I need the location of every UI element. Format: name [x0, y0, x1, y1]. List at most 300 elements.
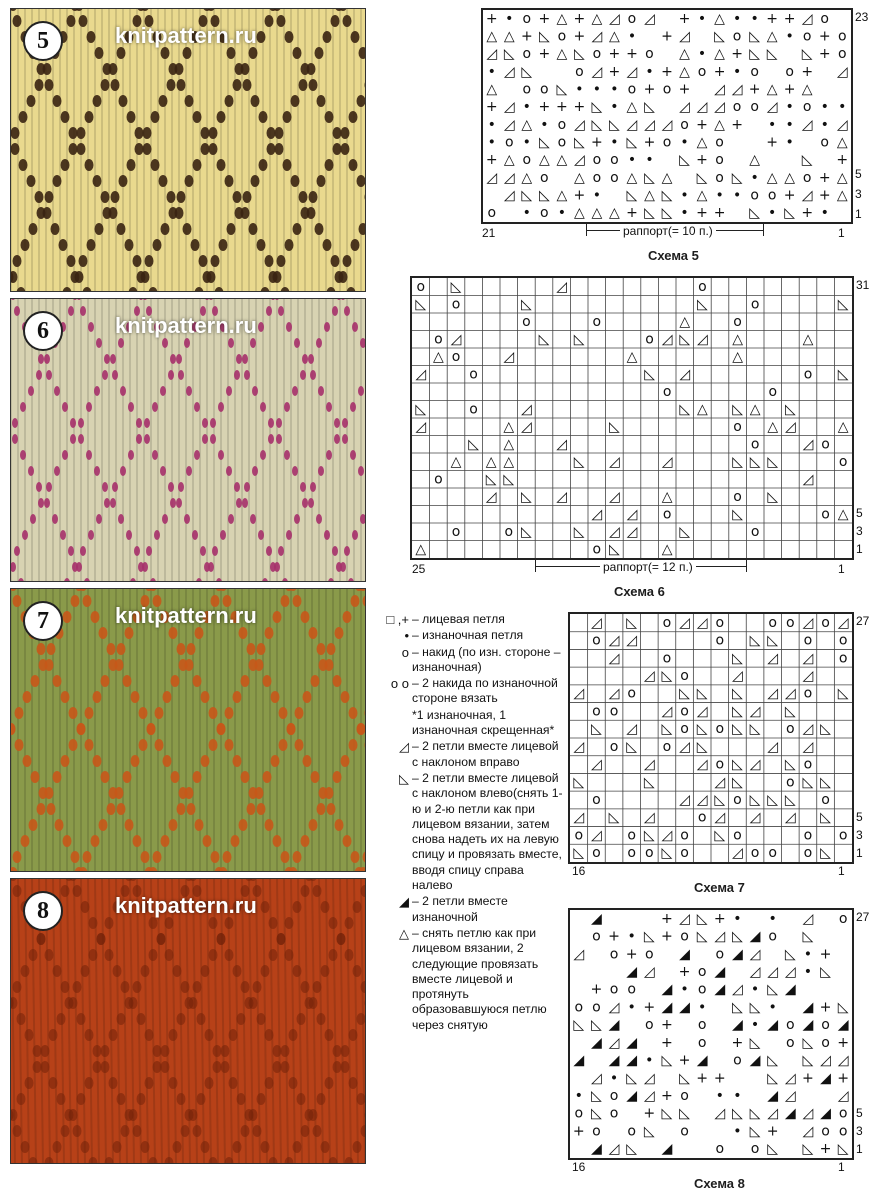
svg-text:◺: ◺	[644, 366, 655, 383]
svg-text:o: o	[645, 845, 654, 862]
svg-text:•: •	[609, 1070, 619, 1087]
svg-text:•: •	[750, 10, 759, 27]
svg-text:◢: ◢	[626, 1052, 638, 1069]
svg-text:o: o	[662, 506, 672, 523]
svg-text:•: •	[645, 63, 654, 80]
svg-text:o: o	[837, 46, 847, 63]
svg-text:◺: ◺	[626, 1141, 638, 1158]
svg-text:•: •	[627, 152, 637, 169]
svg-text:+: +	[731, 1034, 744, 1051]
svg-text:◿: ◿	[801, 116, 813, 133]
svg-text:+: +	[661, 63, 673, 80]
svg-text:+: +	[731, 46, 743, 63]
svg-text:•: •	[575, 81, 584, 98]
svg-text:◺: ◺	[732, 453, 743, 470]
svg-text:+: +	[818, 46, 831, 63]
svg-text:◿: ◿	[591, 756, 602, 773]
svg-text:•: •	[732, 10, 742, 27]
svg-text:◺: ◺	[573, 845, 585, 862]
knitting-chart-5	[481, 8, 853, 224]
svg-text:◿: ◿	[573, 116, 585, 133]
legend-item	[375, 612, 565, 627]
svg-text:◺: ◺	[643, 1123, 655, 1140]
svg-text:◢: ◢	[784, 981, 796, 998]
svg-text:◢: ◢	[820, 1070, 831, 1087]
svg-text:◺: ◺	[820, 964, 831, 980]
photo-watermark: knitpattern.ru	[115, 893, 257, 918]
svg-text:o: o	[557, 116, 567, 133]
svg-text:o: o	[592, 1123, 601, 1140]
row-label: 23	[855, 10, 869, 24]
svg-text:◺: ◺	[731, 169, 743, 186]
svg-text:+: +	[538, 46, 551, 63]
svg-text:•: •	[697, 46, 707, 63]
svg-text:o: o	[838, 1123, 848, 1140]
stitch-label-left: 16	[572, 864, 586, 878]
svg-text:◿: ◿	[802, 668, 814, 684]
svg-text:◺: ◺	[591, 1088, 602, 1104]
svg-text:△: △	[766, 81, 778, 98]
svg-text:o: o	[627, 685, 636, 702]
svg-text:◢: ◢	[573, 1052, 585, 1069]
svg-text:◿: ◿	[714, 1105, 726, 1122]
svg-text:△: △	[679, 313, 691, 330]
svg-text:+: +	[608, 928, 620, 945]
svg-text:◺: ◺	[784, 703, 796, 720]
svg-text:◿: ◿	[626, 506, 638, 523]
svg-text:◿: ◿	[749, 756, 761, 773]
legend-symbol-icon	[375, 708, 412, 739]
svg-text:o: o	[750, 1141, 760, 1158]
svg-text:◿: ◿	[836, 116, 848, 133]
svg-text:o: o	[750, 296, 760, 313]
svg-text:◺: ◺	[591, 721, 602, 738]
row-label: 3	[855, 187, 862, 201]
svg-text:o: o	[802, 99, 812, 116]
svg-text:◿: ◿	[679, 366, 691, 383]
svg-text:△: △	[732, 348, 743, 365]
svg-text:o: o	[575, 63, 584, 80]
svg-text:◿: ◿	[573, 685, 585, 702]
svg-text:△: △	[556, 10, 568, 27]
svg-text:◿: ◿	[591, 1070, 602, 1087]
svg-text:◿: ◿	[784, 685, 796, 702]
svg-text:◺: ◺	[644, 205, 655, 222]
svg-text:o: o	[680, 721, 689, 738]
svg-text:+: +	[572, 1123, 585, 1140]
svg-text:△: △	[766, 169, 778, 186]
row-label: 27	[856, 910, 870, 924]
svg-text:△: △	[485, 453, 497, 470]
svg-text:o: o	[557, 28, 567, 45]
svg-text:+: +	[661, 28, 673, 45]
svg-text:◺: ◺	[609, 541, 620, 558]
svg-text:◢: ◢	[591, 1141, 602, 1158]
svg-text:△: △	[837, 506, 849, 523]
svg-text:+: +	[626, 205, 638, 222]
svg-text:o: o	[434, 471, 443, 488]
svg-text:+: +	[643, 134, 656, 151]
svg-text:◺: ◺	[749, 28, 761, 45]
svg-text:△: △	[503, 28, 515, 45]
svg-text:◺: ◺	[679, 685, 690, 702]
svg-text:△: △	[714, 46, 725, 63]
rapport-label: раппорт(= 10 п.)	[620, 224, 716, 238]
svg-text:◿: ◿	[609, 523, 620, 540]
svg-text:◺: ◺	[521, 63, 533, 80]
svg-text:o: o	[786, 1034, 795, 1051]
svg-text:◺: ◺	[643, 928, 655, 945]
svg-text:△: △	[591, 10, 603, 27]
svg-text:o: o	[592, 169, 602, 186]
stitch-label-left: 21	[482, 226, 496, 240]
svg-text:o: o	[662, 650, 672, 667]
svg-text:o: o	[697, 63, 707, 80]
svg-text:+: +	[485, 152, 498, 169]
svg-text:o: o	[803, 366, 813, 383]
svg-text:◢: ◢	[661, 999, 673, 1016]
svg-text:◿: ◿	[608, 685, 620, 702]
row-label: 3	[856, 524, 863, 538]
svg-text:o: o	[786, 1017, 795, 1034]
svg-text:+: +	[818, 169, 831, 186]
svg-text:△: △	[503, 418, 515, 435]
legend-text: – лицевая петля	[412, 612, 505, 626]
svg-text:◺: ◺	[784, 946, 796, 963]
row-label: 1	[856, 542, 863, 556]
svg-text:◿: ◿	[503, 99, 515, 116]
row-label: 5	[856, 506, 863, 520]
svg-text:+: +	[731, 116, 743, 133]
svg-text:+: +	[783, 81, 796, 98]
svg-text:•: •	[680, 981, 689, 998]
pattern-number-badge: 5	[23, 21, 63, 61]
svg-text:+: +	[485, 99, 498, 116]
legend-item	[375, 676, 565, 707]
svg-text:•: •	[505, 10, 514, 27]
photo-7	[10, 588, 366, 872]
svg-text:o: o	[451, 348, 461, 365]
svg-text:+: +	[818, 28, 831, 45]
svg-text:◺: ◺	[415, 296, 427, 313]
svg-text:◺: ◺	[591, 99, 603, 116]
svg-text:•: •	[768, 205, 777, 222]
svg-text:◢: ◢	[608, 1052, 620, 1069]
svg-text:◿: ◿	[661, 703, 673, 720]
svg-text:◺: ◺	[767, 981, 779, 998]
svg-text:◢: ◢	[626, 964, 638, 980]
svg-text:△: △	[503, 436, 515, 453]
svg-text:△: △	[433, 348, 444, 365]
svg-text:o: o	[609, 1105, 619, 1122]
svg-text:o: o	[768, 383, 778, 400]
svg-text:+: +	[819, 946, 832, 963]
knitting-chart-6	[410, 276, 854, 560]
svg-text:o: o	[821, 614, 830, 631]
svg-text:◺: ◺	[679, 1070, 690, 1087]
svg-text:•: •	[785, 116, 794, 133]
svg-text:◺: ◺	[820, 809, 831, 826]
svg-text:◿: ◿	[626, 63, 638, 80]
svg-text:+: +	[555, 99, 568, 116]
svg-text:◿: ◿	[802, 721, 814, 738]
svg-text:•: •	[645, 152, 654, 169]
svg-text:o: o	[733, 1052, 742, 1069]
svg-text:◢: ◢	[591, 1034, 602, 1051]
svg-text:o: o	[838, 632, 848, 649]
svg-text:o: o	[680, 668, 689, 684]
knit-texture-6	[11, 299, 366, 582]
svg-text:o: o	[697, 809, 707, 826]
svg-text:◿: ◿	[503, 169, 515, 186]
svg-text:◿: ◿	[837, 1052, 849, 1069]
svg-text:+: +	[696, 205, 708, 222]
svg-text:•: •	[785, 134, 794, 151]
svg-text:◺: ◺	[732, 999, 743, 1016]
svg-text:△: △	[766, 28, 778, 45]
svg-text:•: •	[522, 99, 531, 116]
svg-text:◺: ◺	[556, 81, 568, 98]
svg-text:△: △	[556, 187, 568, 204]
svg-text:◿: ◿	[643, 756, 655, 773]
legend-item	[375, 628, 565, 643]
svg-text:◺: ◺	[732, 1105, 743, 1122]
svg-text:+: +	[801, 205, 814, 222]
svg-text:•: •	[820, 205, 829, 222]
svg-text:•: •	[627, 999, 636, 1016]
legend-text: – снять петлю как при лицевом вязании, 2 следующие провязать вместе лицевой и протянуть образовавшуюся петлю через снятую	[412, 925, 547, 1032]
svg-text:◿: ◿	[784, 1088, 796, 1104]
svg-text:•: •	[715, 187, 724, 204]
svg-text:◺: ◺	[732, 685, 743, 702]
svg-text:•: •	[487, 63, 496, 80]
svg-text:•: •	[487, 134, 496, 151]
svg-text:◺: ◺	[696, 910, 708, 927]
row-label: 27	[856, 614, 870, 628]
svg-text:△: △	[696, 134, 708, 151]
svg-text:◿: ◿	[608, 1034, 620, 1051]
svg-text:△: △	[626, 348, 638, 365]
svg-text:•: •	[750, 169, 759, 186]
row-label: 5	[855, 167, 862, 181]
svg-text:◿: ◿	[521, 418, 532, 435]
svg-text:△: △	[714, 116, 725, 133]
svg-text:△: △	[521, 116, 533, 133]
svg-text:◿: ◿	[415, 366, 427, 383]
svg-text:◿: ◿	[661, 116, 673, 133]
svg-text:◿: ◿	[503, 348, 515, 365]
knit-texture-5	[11, 9, 366, 292]
svg-text:◢: ◢	[837, 1017, 849, 1034]
stitch-label-right: 1	[838, 1160, 845, 1174]
svg-text:△: △	[714, 10, 725, 27]
svg-text:o: o	[750, 99, 759, 116]
symbol-legend	[375, 612, 565, 1034]
svg-text:◢: ◢	[608, 1017, 620, 1034]
svg-text:◺: ◺	[573, 523, 585, 540]
svg-text:◿: ◿	[837, 1088, 849, 1104]
svg-text:o: o	[662, 738, 672, 755]
svg-text:◿: ◿	[802, 614, 814, 631]
svg-text:o: o	[522, 46, 532, 63]
svg-text:o: o	[715, 614, 725, 631]
svg-text:◢: ◢	[802, 1017, 814, 1034]
svg-text:◿: ◿	[608, 999, 620, 1016]
svg-text:•: •	[487, 116, 496, 133]
svg-text:◺: ◺	[521, 488, 532, 505]
svg-text:△: △	[696, 187, 708, 204]
svg-text:◿: ◿	[696, 703, 708, 720]
svg-text:◺: ◺	[608, 809, 620, 826]
svg-text:•: •	[803, 946, 813, 963]
svg-text:•: •	[557, 205, 566, 222]
svg-text:◿: ◿	[767, 738, 779, 755]
legend-item	[375, 926, 565, 1033]
chart-symbols	[412, 278, 852, 558]
photo-5	[10, 8, 366, 292]
svg-text:+: +	[661, 928, 673, 945]
svg-text:+: +	[678, 1052, 691, 1069]
svg-text:o: o	[715, 632, 725, 649]
svg-text:+: +	[520, 28, 533, 45]
svg-text:◺: ◺	[802, 1034, 814, 1051]
svg-text:◺: ◺	[485, 471, 497, 488]
svg-text:△: △	[767, 418, 779, 435]
svg-text:o: o	[522, 152, 532, 169]
svg-text:•: •	[820, 99, 829, 116]
svg-text:◿: ◿	[556, 488, 567, 505]
svg-text:◿: ◿	[679, 99, 690, 116]
legend-text: – 2 накида по изнаночной стороне вязать	[412, 676, 558, 706]
svg-text:△: △	[538, 152, 550, 169]
svg-text:o: o	[592, 541, 602, 558]
row-label: 1	[856, 1142, 863, 1156]
legend-text: – 2 петли вместе лицевой с наклоном влево(снять 1-ю и 2-ю петли как при лицевом вязании, затем снова надеть их на левую спицу и провязать вместе, вводя спицу справа налево	[412, 770, 563, 893]
svg-text:•: •	[574, 1088, 583, 1104]
svg-text:◿: ◿	[608, 1141, 620, 1158]
svg-text:◺: ◺	[820, 774, 831, 791]
svg-text:◿: ◿	[801, 10, 813, 27]
svg-text:◿: ◿	[749, 964, 761, 980]
pattern-number-badge: 6	[23, 311, 63, 351]
svg-text:o: o	[592, 999, 601, 1016]
svg-text:o: o	[662, 81, 672, 98]
chart-symbols	[570, 910, 852, 1158]
svg-text:+: +	[766, 10, 779, 27]
svg-text:◺: ◺	[749, 205, 761, 222]
svg-text:o: o	[768, 928, 777, 945]
svg-text:◺: ◺	[749, 721, 761, 738]
svg-text:△: △	[556, 46, 568, 63]
svg-text:o: o	[574, 1105, 584, 1122]
svg-text:•: •	[768, 999, 777, 1016]
svg-text:◿: ◿	[714, 809, 726, 826]
svg-text:o: o	[504, 134, 514, 151]
svg-text:◺: ◺	[696, 928, 708, 945]
svg-text:△: △	[486, 81, 498, 98]
svg-text:•: •	[680, 187, 689, 204]
svg-text:◺: ◺	[696, 685, 708, 702]
svg-text:o: o	[767, 187, 777, 204]
svg-text:◿: ◿	[573, 152, 585, 169]
svg-text:+: +	[538, 99, 551, 116]
svg-text:◺: ◺	[591, 1105, 602, 1122]
svg-text:o: o	[680, 1123, 689, 1140]
svg-text:◢: ◢	[679, 946, 690, 963]
svg-text:o: o	[557, 134, 567, 151]
svg-text:△: △	[450, 453, 462, 470]
svg-text:+: +	[836, 152, 849, 169]
svg-text:◿: ◿	[591, 614, 602, 631]
svg-text:◺: ◺	[679, 523, 691, 540]
svg-text:+: +	[837, 1034, 850, 1051]
svg-text:o: o	[803, 685, 813, 702]
svg-text:+: +	[783, 10, 796, 27]
svg-text:△: △	[573, 169, 585, 186]
svg-text:◿: ◿	[608, 632, 620, 649]
svg-text:o: o	[451, 523, 461, 540]
svg-text:o: o	[733, 418, 742, 435]
svg-text:◿: ◿	[731, 81, 743, 98]
photo-8	[10, 878, 366, 1164]
svg-text:◺: ◺	[609, 418, 620, 435]
svg-text:o: o	[627, 81, 637, 98]
svg-text:o: o	[609, 738, 619, 755]
chart-symbols	[570, 614, 852, 862]
svg-text:◿: ◿	[503, 187, 515, 204]
svg-text:o: o	[786, 774, 795, 791]
svg-text:o: o	[574, 827, 584, 844]
svg-text:o: o	[733, 488, 742, 505]
svg-text:◿: ◿	[767, 650, 779, 667]
svg-text:•: •	[592, 81, 602, 98]
svg-text:◺: ◺	[626, 134, 638, 151]
svg-text:◺: ◺	[573, 453, 585, 470]
svg-text:◺: ◺	[767, 632, 779, 649]
rapport-label: раппорт(= 12 п.)	[600, 560, 696, 574]
svg-text:◿: ◿	[643, 1070, 655, 1087]
svg-text:△: △	[836, 134, 848, 151]
legend-symbol-icon: o	[401, 644, 409, 660]
svg-text:◿: ◿	[644, 116, 655, 133]
svg-text:o: o	[645, 331, 654, 348]
svg-text:o: o	[697, 1034, 707, 1051]
row-label: 5	[856, 810, 863, 824]
svg-text:◿: ◿	[573, 809, 585, 826]
svg-text:+: +	[643, 81, 656, 98]
svg-text:◿: ◿	[644, 10, 655, 27]
svg-text:o: o	[838, 453, 848, 470]
svg-text:o: o	[627, 1123, 636, 1140]
svg-text:•: •	[768, 116, 777, 133]
svg-text:◿: ◿	[802, 910, 814, 927]
svg-text:◺: ◺	[626, 614, 638, 631]
svg-text:o: o	[821, 1034, 830, 1051]
svg-text:+: +	[573, 99, 586, 116]
legend-item	[375, 708, 565, 739]
svg-text:o: o	[733, 792, 742, 808]
svg-text:o: o	[697, 964, 707, 980]
svg-text:◺: ◺	[837, 1141, 849, 1158]
svg-text:◺: ◺	[784, 792, 796, 808]
svg-text:◿: ◿	[573, 946, 585, 963]
svg-text:◢: ◢	[696, 1052, 708, 1069]
svg-text:◺: ◺	[661, 1052, 673, 1069]
svg-text:◿: ◿	[609, 10, 620, 27]
svg-text:o: o	[786, 614, 795, 631]
svg-text:◢: ◢	[714, 981, 726, 998]
svg-text:◿: ◿	[608, 650, 620, 667]
